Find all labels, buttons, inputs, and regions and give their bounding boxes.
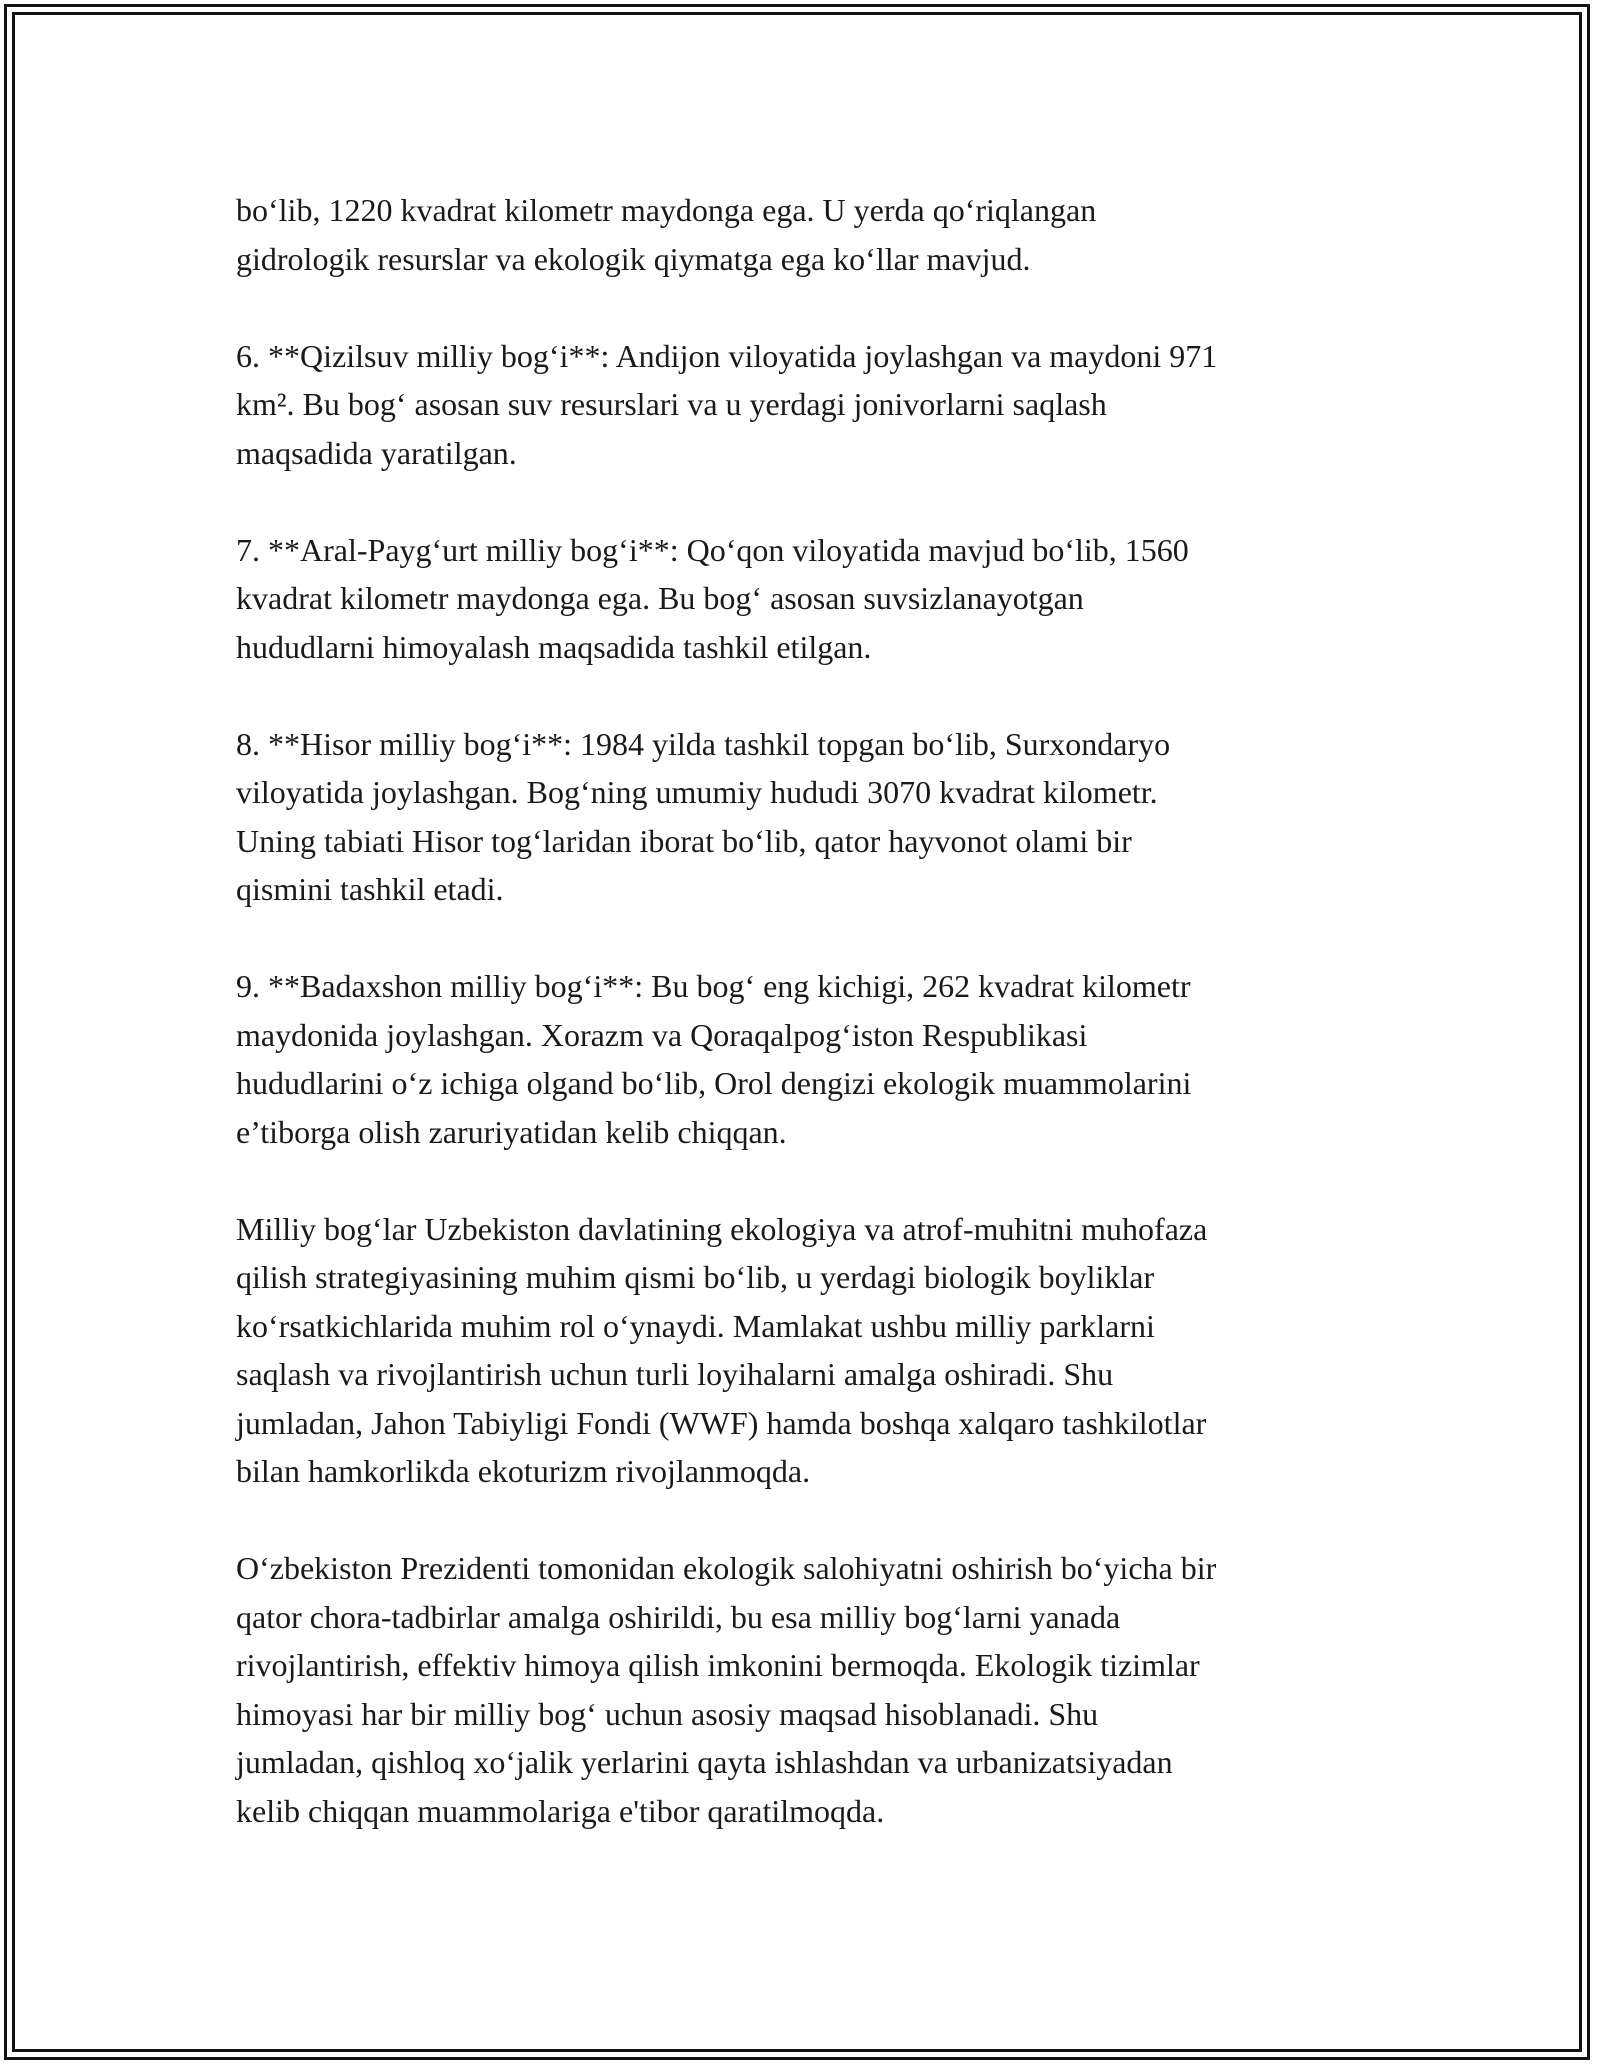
paragraph-item-8: 8. **Hisor milliy bog‘i**: 1984 yilda tashkil topgan bo‘lib, Surxondaryo viloyatida joylashgan. Bog‘ning umumiy hududi 3070 kvadrat kilometr. Uning tabiati Hisor tog‘laridan iborat bo‘lib, qator hayvonot olami bir qismini tashkil etadi.: [236, 725, 1171, 907]
paragraph-continuation: bo‘lib, 1220 kvadrat kilometr maydonga ega. U yerda qo‘riqlangan gidrologik resurslar va ekologik qiymatga ega ko‘llar mavjud.: [236, 192, 1097, 277]
paragraph-conclusion: O‘zbekiston Prezidenti tomonidan ekologik salohiyatni oshirish bo‘yicha bir qator chora-tadbirlar amalga oshirildi, bu esa milliy bog‘larni yanada rivojlantirish, effektiv himoya qilish imkonini bermoqda. Ekologik tizimlar himoyasi har bir milliy bog‘ uchun asosiy maqsad hisoblanadi. Shu jumladan, qishloq xo‘jalik yerlarini qayta ishlashdan va urbanizatsiyadan kelib chiqqan muammolariga e'tibor qaratilmoqda.: [236, 1550, 1217, 1829]
paragraph-item-7: 7. **Aral-Payg‘urt milliy bog‘i**: Qo‘qon viloyatida mavjud bo‘lib, 1560 kvadrat kilometr maydonga ega. Bu bog‘ asosan suvsizlanayotgan hududlarni himoyalash maqsadida tashkil etilgan.: [236, 531, 1189, 665]
document-body: [236, 186, 1386, 1884]
paragraph-summary: Milliy bog‘lar Uzbekiston davlatining ekologiya va atrof-muhitni muhofaza qilish strategiyasining muhim qismi bo‘lib, u yerdagi biologik boyliklar ko‘rsatkichlarida muhim rol o‘ynaydi. Mamlakat ushbu milliy parklarni saqlash va rivojlantirish uchun turli loyihalarni amalga oshiradi. Shu jumladan, Jahon Tabiyligi Fondi (WWF) hamda boshqa xalqaro tashkilotlar bilan hamkorlikda ekoturizm rivojlanmoqda.: [236, 1210, 1208, 1489]
paragraph-item-9: 9. **Badaxshon milliy bog‘i**: Bu bog‘ eng kichigi, 262 kvadrat kilometr maydonida joylashgan. Xorazm va Qoraqalpog‘iston Respublikasi hududlarini o‘z ichiga olgand bo‘lib, Orol dengizi ekologik muammolarini e’tiborga olish zaruriyatidan kelib chiqqan.: [236, 968, 1192, 1150]
paragraph-item-6: 6. **Qizilsuv milliy bog‘i**: Andijon viloyatida joylashgan va maydoni 971 km². Bu bog‘ asosan suv resurslari va u yerdagi jonivorlarni saqlash maqsadida yaratilgan.: [236, 337, 1218, 471]
